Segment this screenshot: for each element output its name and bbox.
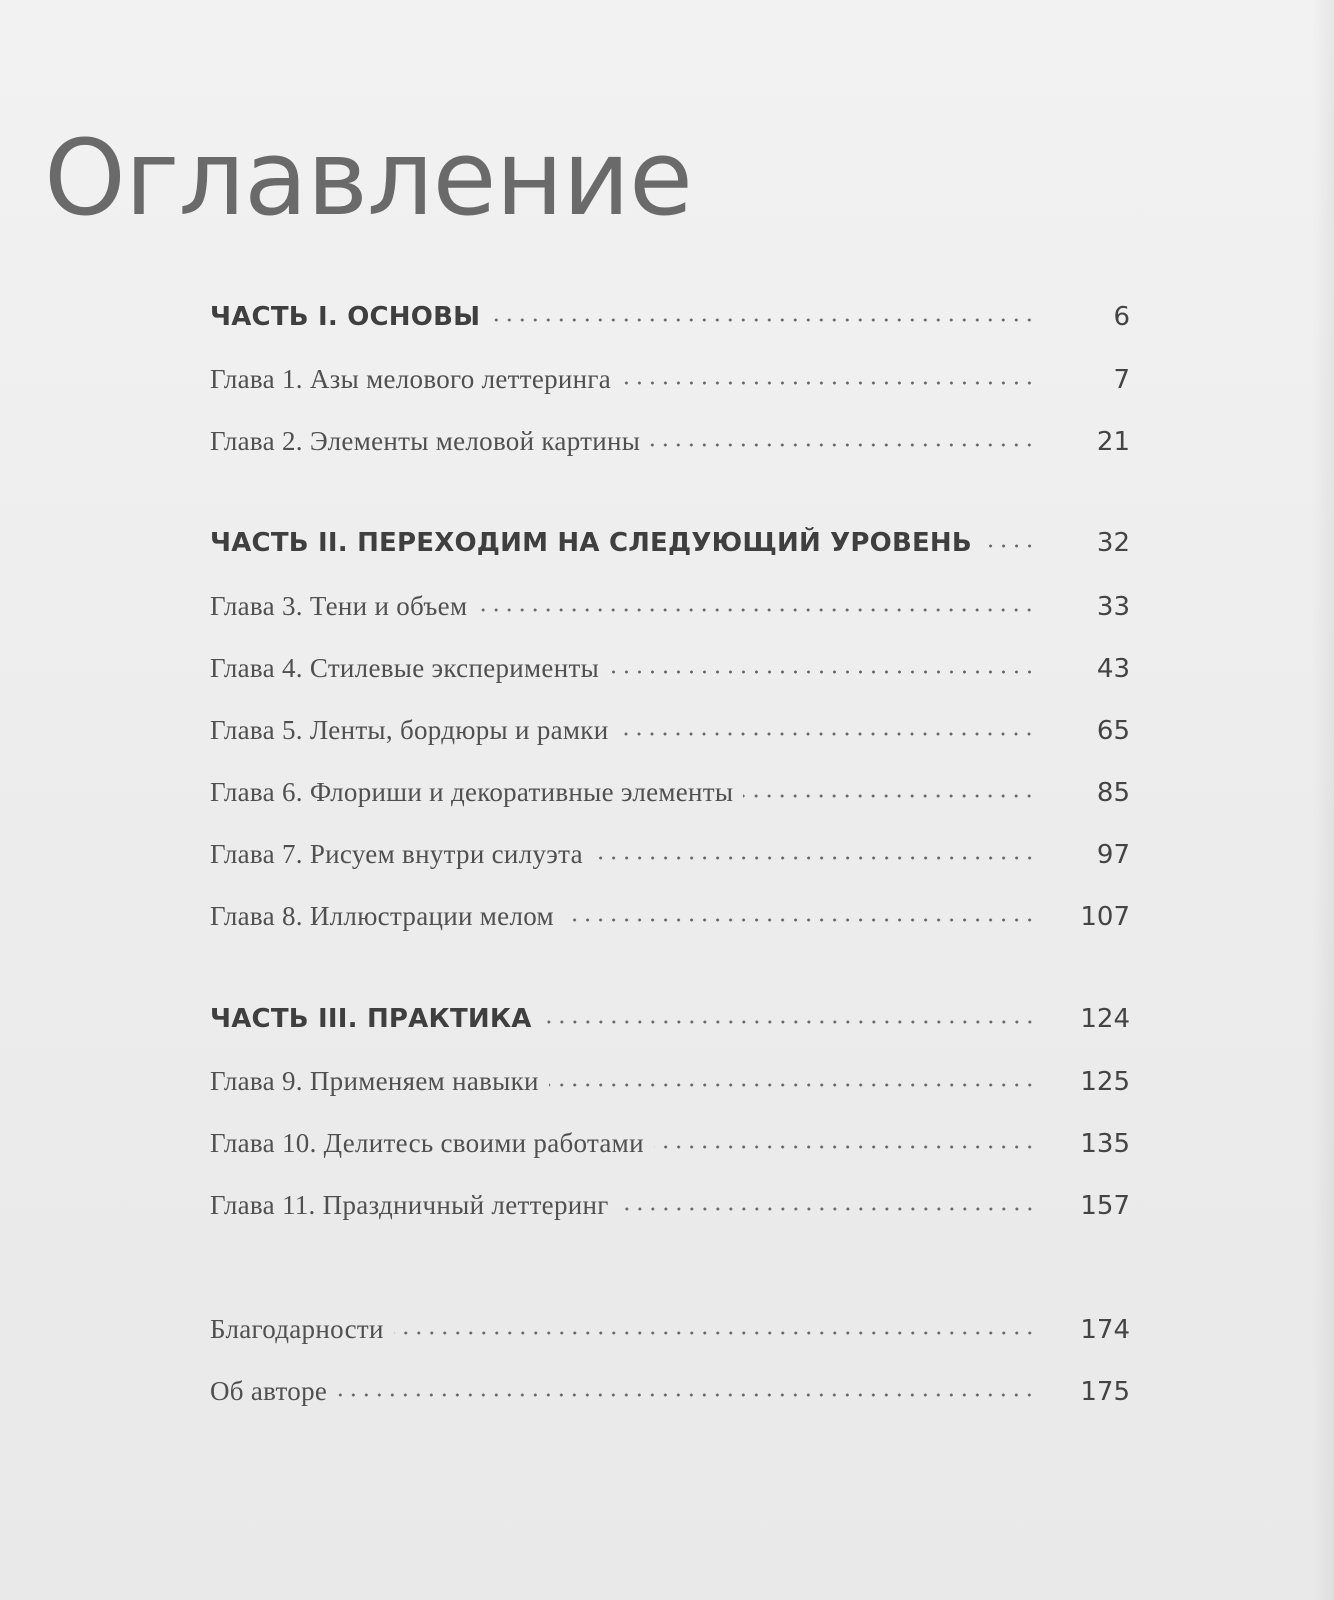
toc-entry[interactable] bbox=[210, 364, 1130, 404]
toc-entry-title: Глава 9. Применяем навыки bbox=[210, 1066, 539, 1096]
toc-entry-page: 43 bbox=[1096, 654, 1130, 684]
toc-entry[interactable] bbox=[210, 1066, 1130, 1106]
toc-entry-title: Благодарности bbox=[210, 1314, 384, 1344]
toc-entry[interactable] bbox=[210, 839, 1130, 879]
toc-entry-page: 124 bbox=[1080, 1004, 1130, 1034]
toc-entry[interactable] bbox=[210, 591, 1130, 631]
toc-entry[interactable] bbox=[210, 528, 1130, 568]
toc-entry[interactable] bbox=[210, 901, 1130, 941]
toc-entry-page: 97 bbox=[1096, 840, 1130, 870]
toc-entry-title: Об авторе bbox=[210, 1376, 328, 1406]
page-title: Оглавление bbox=[44, 117, 693, 239]
toc-entry-page: 125 bbox=[1080, 1067, 1130, 1097]
dot-leader bbox=[542, 1019, 1036, 1025]
dot-leader bbox=[618, 731, 1036, 737]
dot-leader bbox=[743, 793, 1036, 799]
dot-leader bbox=[650, 442, 1036, 448]
toc-entry[interactable] bbox=[210, 426, 1130, 466]
toc-entry-page: 175 bbox=[1080, 1377, 1130, 1407]
toc-entry[interactable] bbox=[210, 302, 1130, 342]
toc-entry-title: Глава 2. Элементы меловой картины bbox=[210, 426, 641, 456]
toc-entry[interactable] bbox=[210, 1376, 1130, 1416]
toc-entry-title: Глава 10. Делитесь своими работами bbox=[210, 1128, 644, 1158]
dot-leader bbox=[609, 669, 1036, 675]
toc-entry-page: 174 bbox=[1080, 1315, 1130, 1345]
dot-leader bbox=[337, 1392, 1036, 1398]
toc-entry[interactable] bbox=[210, 1128, 1130, 1168]
dot-leader bbox=[394, 1330, 1036, 1336]
toc-entry[interactable] bbox=[210, 653, 1130, 693]
toc-entry-title: Глава 11. Праздничный леттеринг bbox=[210, 1190, 609, 1220]
toc-entry-title: Глава 8. Иллюстрации мелом bbox=[210, 901, 554, 931]
toc-entry-page: 33 bbox=[1096, 592, 1130, 622]
toc-entry-title: Глава 4. Стилевые эксперименты bbox=[210, 653, 600, 683]
toc-entry-page: 107 bbox=[1080, 902, 1130, 932]
toc-entry-page: 135 bbox=[1080, 1129, 1130, 1159]
dot-leader bbox=[490, 317, 1036, 323]
toc-entry[interactable] bbox=[210, 1004, 1130, 1044]
dot-leader bbox=[564, 917, 1036, 923]
dot-leader bbox=[619, 1206, 1036, 1212]
toc-entry-title: Глава 7. Рисуем внутри силуэта bbox=[210, 839, 583, 869]
toc-entry-page: 6 bbox=[1113, 302, 1130, 332]
toc-entry-title: Глава 3. Тени и объем bbox=[210, 591, 468, 621]
toc-entry-title: Глава 1. Азы мелового леттеринга bbox=[210, 364, 612, 394]
dot-leader bbox=[593, 855, 1036, 861]
dot-leader bbox=[549, 1082, 1036, 1088]
toc-entry[interactable] bbox=[210, 777, 1130, 817]
toc-entry-page: 65 bbox=[1096, 716, 1130, 746]
toc-entry-title: ЧАСТЬ II. ПЕРЕХОДИМ НА СЛЕДУЮЩИЙ УРОВЕНЬ bbox=[210, 528, 972, 558]
dot-leader bbox=[654, 1144, 1036, 1150]
toc-entry-title: ЧАСТЬ I. ОСНОВЫ bbox=[210, 302, 481, 332]
toc-entry-title: Глава 5. Ленты, бордюры и рамки bbox=[210, 715, 609, 745]
toc-entry-page: 32 bbox=[1096, 528, 1130, 558]
toc-entry-page: 85 bbox=[1096, 778, 1130, 808]
toc-entry-title: ЧАСТЬ III. ПРАКТИКА bbox=[210, 1004, 532, 1034]
toc-entry-page: 157 bbox=[1080, 1191, 1130, 1221]
toc-entry-page: 21 bbox=[1096, 427, 1130, 457]
toc-entry[interactable] bbox=[210, 1190, 1130, 1230]
dot-leader bbox=[477, 607, 1036, 613]
toc-entry-page: 7 bbox=[1113, 365, 1130, 395]
toc-entry[interactable] bbox=[210, 1314, 1130, 1354]
dot-leader bbox=[621, 380, 1036, 386]
dot-leader bbox=[982, 543, 1036, 549]
page-edge-shadow bbox=[1312, 0, 1334, 1600]
toc-entry-title: Глава 6. Флориши и декоративные элементы bbox=[210, 777, 734, 807]
toc-entry[interactable] bbox=[210, 715, 1130, 755]
